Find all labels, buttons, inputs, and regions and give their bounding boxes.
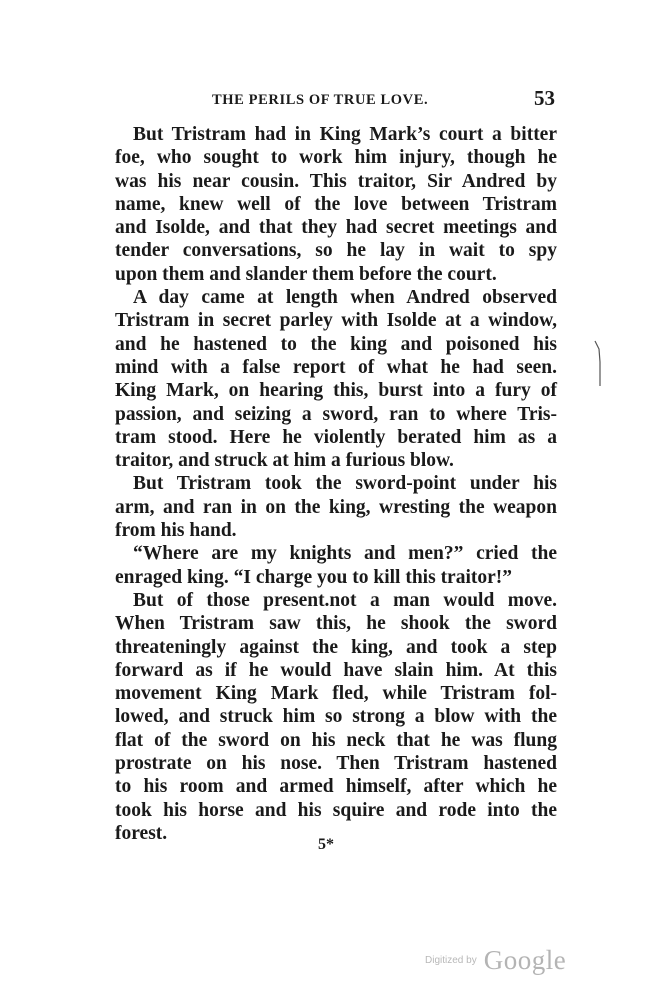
text-line: from his hand. [115, 520, 237, 542]
text-line: threateningly against the king, and took a step [115, 636, 557, 658]
text-line: upon them and slander them before the court. [115, 263, 497, 285]
running-title: THE PERILS OF TRUE LOVE. [212, 92, 429, 108]
body-text [115, 123, 557, 845]
text-line: But Tristram took the sword-point under his [133, 473, 557, 495]
text-line: forward as if he would have slain him. At this [115, 659, 557, 681]
text-line: took his horse and his squire and rode into the [115, 799, 557, 821]
text-line: Tristram in secret parley with Isolde at a window, [115, 310, 557, 332]
text-line: was his near cousin. This traitor, Sir Andred by [115, 170, 557, 192]
text-line: When Tristram saw this, he shook the sword [115, 613, 557, 635]
text-line: to his room and armed himself, after which he [115, 776, 557, 798]
text-line: arm, and ran in on the king, wresting the weapon [115, 496, 557, 518]
text-line: King Mark, on hearing this, burst into a fury of [115, 380, 557, 402]
text-line: name, knew well of the love between Tristram [115, 193, 557, 215]
page-number: 53 [534, 86, 555, 110]
digitization-watermark [425, 945, 566, 981]
signature-mark: 5* [318, 836, 334, 853]
text-line: movement King Mark fled, while Tristram fol- [115, 683, 557, 705]
text-line: flat of the sword on his neck that he was flung [115, 729, 557, 751]
text-line: and Isolde, and that they had secret meetings and [115, 217, 557, 239]
text-line: prostrate on his nose. Then Tristram hastened [115, 753, 557, 775]
text-line: “Where are my knights and men?” cried the [133, 543, 557, 565]
text-line: lowed, and struck him so strong a blow with the [115, 706, 557, 728]
margin-pencil-mark [593, 340, 607, 388]
text-line: But Tristram had in King Mark’s court a bitter [133, 124, 557, 145]
text-line: But of those present.not a man would move. [133, 589, 557, 611]
text-line: traitor, and struck at him a furious blow. [115, 450, 454, 472]
watermark-logo: Google [483, 945, 567, 975]
text-line: enraged king. “I charge you to kill this traitor!” [115, 566, 513, 588]
watermark-prefix: Digitized by [425, 955, 477, 966]
running-head [115, 88, 555, 112]
text-line: passion, and seizing a sword, ran to where Tris- [115, 403, 557, 425]
text-line: A day came at length when Andred observed [133, 287, 557, 309]
text-line: and he hastened to the king and poisoned his [115, 333, 557, 355]
text-line: tender conversations, so he lay in wait to spy [115, 240, 557, 262]
text-line: mind with a false report of what he had seen. [115, 356, 557, 378]
text-line: forest. [115, 822, 168, 844]
text-line: foe, who sought to work him injury, though he [115, 147, 557, 169]
text-line: tram stood. Here he violently berated him as a [115, 426, 557, 448]
